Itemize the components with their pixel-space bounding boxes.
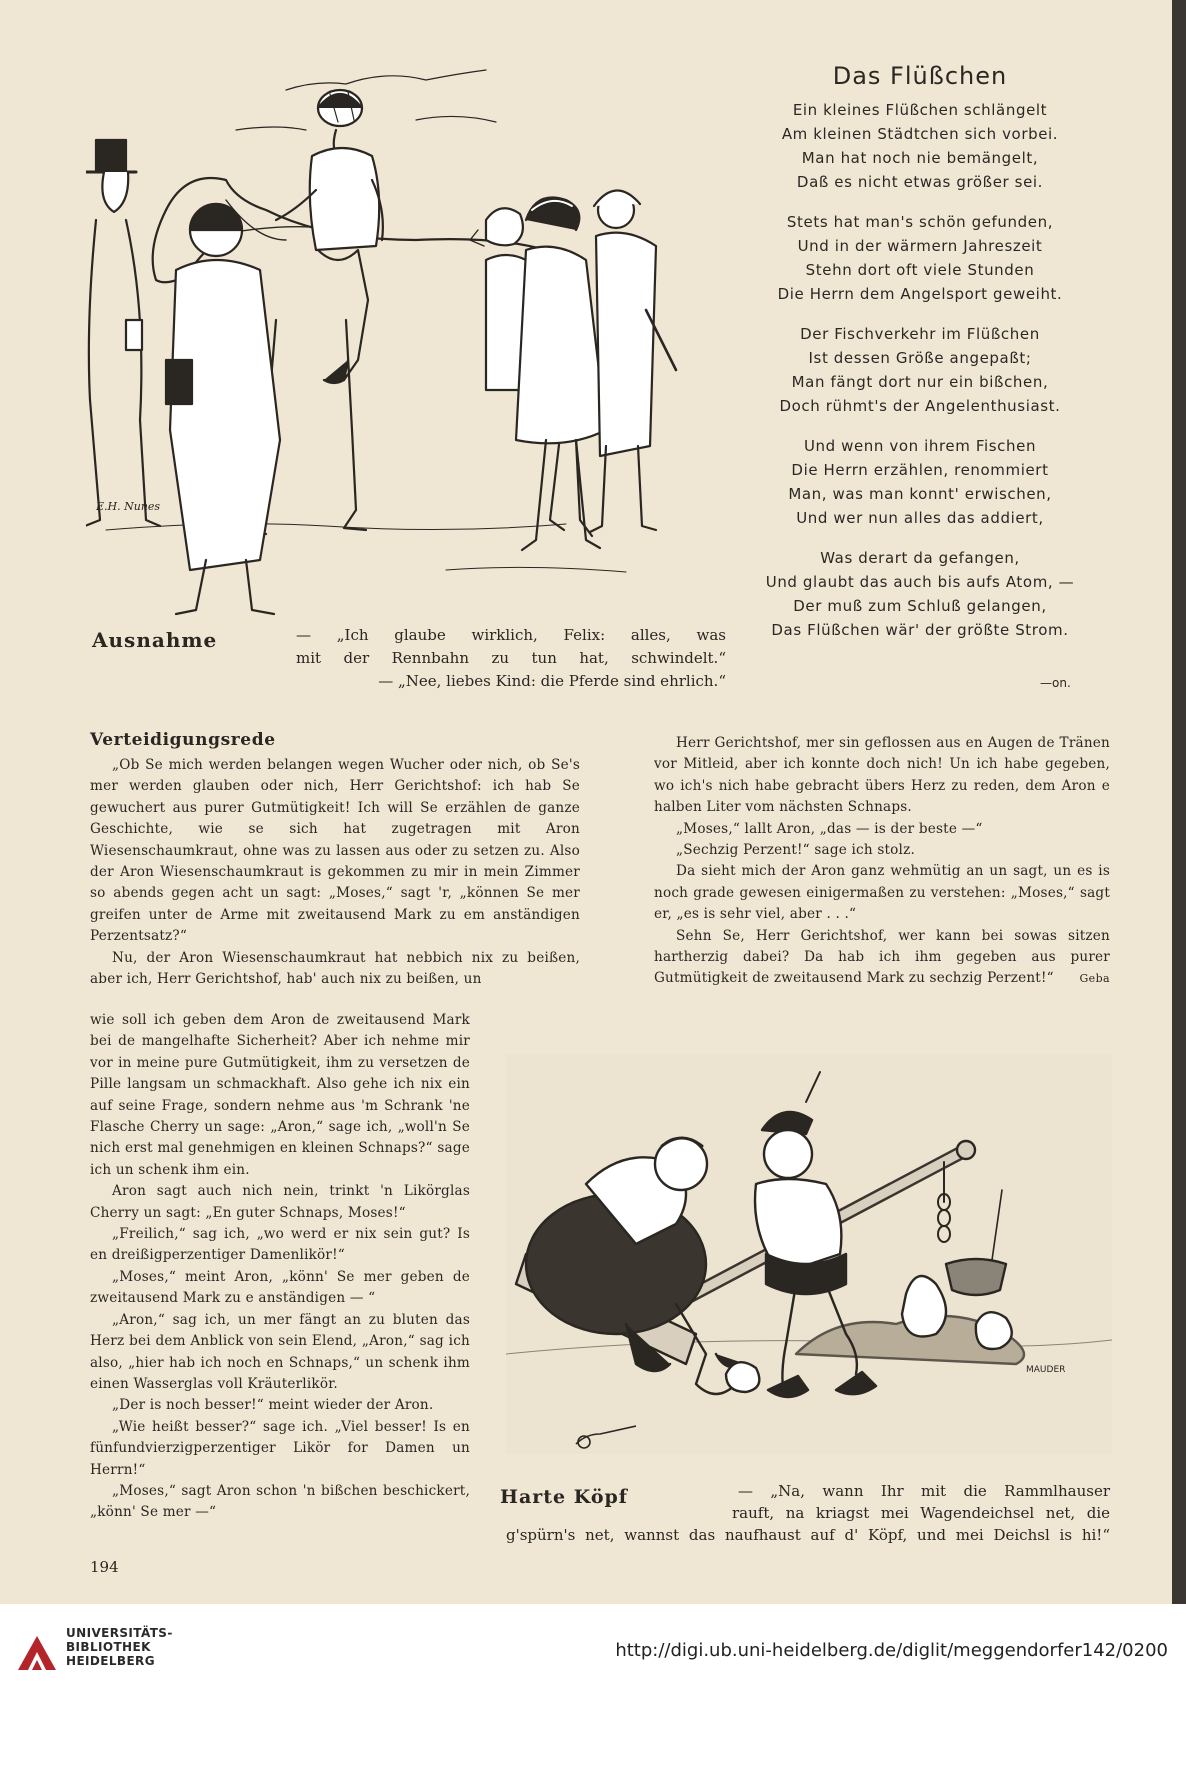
- caption-text-ausnahme: [296, 624, 726, 693]
- poem-stanza: [740, 98, 1100, 194]
- caption-line: — „Na, wann Ihr mit die Rammlhauser: [738, 1482, 1110, 1500]
- source-url-link[interactable]: http://digi.ub.uni-heidelberg.de/diglit/meggendorfer142/0200: [615, 1640, 1168, 1661]
- article-paragraph: „Sechzig Perzent!“ sage ich stolz.: [676, 842, 915, 859]
- article-column-left-narrow: [90, 1010, 470, 1524]
- page-edge: [1172, 0, 1186, 1604]
- poem-line: Der Fischverkehr im Flüßchen: [800, 325, 1040, 343]
- caption-line: mit der Rennbahn zu tun hat, schwindelt.“: [296, 649, 726, 667]
- poem-line: Daß es nicht etwas größer sei.: [796, 173, 1044, 191]
- article-paragraph: „Wie heißt besser?“ sage ich. „Viel besser! Is en fünfundvierzigperzentiger Likör for Damen un Herrn!“: [90, 1418, 470, 1478]
- poem-stanza: [740, 322, 1100, 418]
- article-paragraph: Da sieht mich der Aron ganz wehmütig an un sagt, un es is noch grade gewesen einigermaßen zu verstehen: „Moses,“ sagt er, „es is sehr viel, aber . . .“: [654, 863, 1110, 923]
- poem-line: Man, was man konnt' erwischen,: [788, 485, 1052, 503]
- article-paragraph: „Aron,“ sag ich, un mer fängt an zu bluten das Herz bei dem Anblick von sein Elend, „Aron,“ sag ich also, „hier hab ich noch en Schnaps,“ un schenk ihm einen Wasserglas voll Kräuterlikör.: [90, 1311, 470, 1392]
- footer: [0, 1604, 1186, 1785]
- poem-line: Die Herrn dem Angelsport geweiht.: [777, 285, 1063, 303]
- artist-signature-top: E.H. Nunes: [96, 500, 161, 513]
- article-paragraph: „Der is noch besser!“ meint wieder der Aron.: [112, 1397, 434, 1414]
- poem-title: Das Flüßchen: [832, 62, 1008, 90]
- artist-signature-bottom: MAUDER: [1026, 1365, 1066, 1375]
- poem-line: Doch rühmt's der Angelenthusiast.: [779, 397, 1061, 415]
- poem: [740, 62, 1100, 658]
- poem-line: Und in der wärmern Jahreszeit: [797, 237, 1043, 255]
- article-column-right-top: [654, 733, 1110, 990]
- library-name-line: UNIVERSITÄTS-: [66, 1626, 173, 1640]
- university-library-logo-icon: [14, 1630, 60, 1676]
- poem-line: Man hat noch nie bemängelt,: [801, 149, 1039, 167]
- article-paragraph-last: [654, 926, 1110, 990]
- poem-stanza: [740, 210, 1100, 306]
- page-number: 194: [90, 1558, 119, 1576]
- article-paragraph-text: Sehn Se, Herr Gerichtshof, wer kann bei sowas sitzen hartherzig dabei? Da hab ich ihm gegeben aus purer Gutmütigkeit de zweitausend Mark zu sechzig Perzent!“: [654, 927, 1110, 987]
- wrench-doodle: [572, 1420, 642, 1450]
- caption-line: — „Ich glaube wirklich, Felix: alles, was: [296, 626, 726, 644]
- caption-line: rauft, na kriagst mei Wagendeichsel net, die: [732, 1504, 1110, 1522]
- library-name: [66, 1626, 173, 1668]
- caption-line: — „Nee, liebes Kind: die Pferde sind ehrlich.“: [378, 672, 726, 690]
- caption-line: g'spürn's net, wannst das naufhaust auf d' Köpf, und mei Deichsl is hi!“: [506, 1526, 1110, 1544]
- caption-text-harte: [506, 1480, 1110, 1546]
- poem-line: Was derart da gefangen,: [820, 549, 1020, 567]
- library-name-line: BIBLIOTHEK: [66, 1640, 151, 1654]
- poem-line: Die Herrn erzählen, renommiert: [791, 461, 1049, 479]
- poem-line: Das Flüßchen wär' der größte Strom.: [771, 621, 1069, 639]
- caption-title-harte: Harte Köpf: [500, 1486, 628, 1508]
- article-paragraph: „Freilich,“ sag ich, „wo werd er nix sein gut? Is en dreißigperzentiger Damenlikör!“: [90, 1226, 470, 1264]
- poem-line: Und wenn von ihrem Fischen: [803, 437, 1037, 455]
- poem-line: Am kleinen Städtchen sich vorbei.: [781, 125, 1059, 143]
- article-paragraph: „Ob Se mich werden belangen wegen Wucher oder nich, ob Se's mer werden glauben oder nich, Herr Gerichtshof: ich hab Se gewuchert aus purer Gutmütigkeit! Ich will Se erzählen de ganze Geschichte, wie se sich hat zugetragen mit Aron Wiesenschaumkraut, ohne was zu lassen aus oder zu setzen zu. Also der Aron Wiesenschaumkraut is gekommen zu mir in mein Zimmer so abends gegen acht un sagt: „Moses,“ sagt 'r, „können Se mer greifen unter de Arme mit zweitausend Mark zu em anständigen Perzentsatz?“: [90, 757, 580, 945]
- poem-line: Und glaubt das auch bis aufs Atom, —: [765, 573, 1075, 591]
- caption-title-ausnahme: Ausnahme: [92, 628, 218, 652]
- article-paragraph: „Moses,“ sagt Aron schon 'n bißchen beschickert, „könn' Se mer —“: [90, 1482, 470, 1521]
- poem-line: Ein kleines Flüßchen schlängelt: [792, 101, 1048, 119]
- poem-line: Der muß zum Schluß gelangen,: [793, 597, 1047, 615]
- article-column-left-top: [90, 755, 580, 990]
- poem-line: Stets hat man's schön gefunden,: [786, 213, 1054, 231]
- poem-line: Ist dessen Größe angepaßt;: [808, 349, 1032, 367]
- library-name-line: HEIDELBERG: [66, 1654, 155, 1668]
- article-paragraph: „Moses,“ meint Aron, „könn' Se mer geben de zweitausend Mark zu e anständigen — “: [90, 1268, 470, 1307]
- article-paragraph: Aron sagt auch nich nein, trinkt 'n Likörglas Cherry un sagt: „En guter Schnaps, Moses!“: [90, 1183, 470, 1221]
- article-paragraph: Herr Gerichtshof, mer sin geflossen aus en Augen de Tränen vor Mitleid, aber ich konnte doch nich! Un ich habe gegeben, wo ich's nich habe gebracht übers Herz zu reden, dem Aron e halben Liter vom nächsten Schnaps.: [654, 735, 1110, 816]
- poem-stanza: [740, 546, 1100, 642]
- article-paragraph: Nu, der Aron Wiesenschaumkraut hat nebbich nix zu beißen, aber ich, Herr Gerichtshof, hab' auch nix zu beißen, un: [90, 949, 580, 988]
- article-signature: Geba: [1079, 972, 1110, 986]
- jockey-illustration: [86, 60, 726, 630]
- poem-line: Man fängt dort nur ein bißchen,: [791, 373, 1049, 391]
- article-paragraph: „Moses,“ lallt Aron, „das — is der beste —“: [676, 820, 983, 837]
- poem-author: —on.: [1040, 676, 1071, 690]
- poem-line: Und wer nun alles das addiert,: [796, 509, 1044, 527]
- poem-stanza: [740, 434, 1100, 530]
- article-paragraph: wie soll ich geben dem Aron de zweitausend Mark bei de mangelhafte Sicherheit? Aber ich nehme mir vor in meine pure Gutmütigkeit, ihm zu versetzen de Pille langsam un schmackhaft. Also gehe ich nix ein auf seine Frage, sondern nehme aus 'm Schrank 'ne Flasche Cherry un sage: „Aron,“ sage ich, „woll'n Se nich erst mal genehmigen en kleinen Schnaps?“ sage ich un schenk ihm ein.: [90, 1012, 470, 1178]
- poem-line: Stehn dort oft viele Stunden: [805, 261, 1035, 279]
- wagon-pole-illustration: [506, 1054, 1112, 1454]
- article-heading: Verteidigungsrede: [90, 730, 276, 750]
